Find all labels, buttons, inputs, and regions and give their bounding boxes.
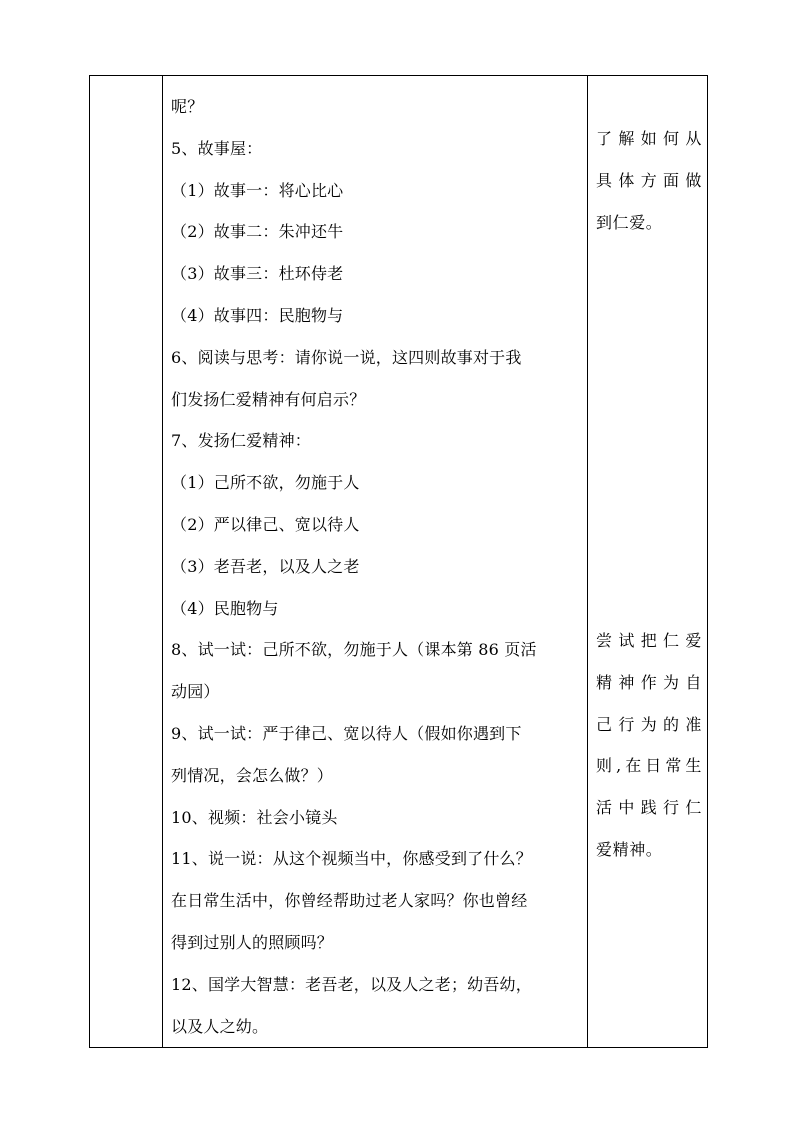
process-line: 11、说一说：从这个视频当中，你感受到了什么？: [171, 849, 532, 869]
note-line: 尝试把仁爱: [596, 631, 702, 650]
process-line: （4）故事四：民胞物与: [171, 305, 344, 325]
process-line: 8、试一试：己所不欲，勿施于人（课本第 86 页活: [171, 640, 537, 660]
process-line: 7、发扬仁爱精神：: [171, 431, 311, 451]
teaching-process-content: [163, 76, 587, 1047]
process-line: 以及人之幼。: [171, 1016, 269, 1036]
note-line: 己行为的准: [596, 714, 702, 734]
teaching-process-cell: [163, 76, 588, 1048]
note-line: 精神作为自: [596, 672, 702, 692]
process-line: 12、国学大智慧：老吾老，以及人之老；幼吾幼，: [171, 974, 532, 994]
lesson-plan-table: [89, 75, 708, 1048]
process-line: 动园）: [171, 682, 220, 702]
process-line: （1）故事一：将心比心: [171, 180, 344, 200]
design-intent-cell: [588, 76, 708, 1048]
process-line: （3）老吾老，以及人之老: [171, 556, 360, 576]
process-line: （2）严以律己、宽以待人: [171, 514, 360, 534]
note-line: 到仁爱。: [596, 212, 663, 232]
process-line: 呢？: [171, 97, 204, 116]
note-line: 爱精神。: [596, 839, 663, 859]
process-line: 列情况，会怎么做？）: [171, 765, 334, 785]
note-line: 了解如何从: [596, 129, 702, 148]
process-line: （4）民胞物与: [171, 598, 279, 618]
process-line: 9、试一试：严于律己、宽以待人（假如你遇到下: [171, 723, 522, 743]
process-line: 6、阅读与思考：请你说一说，这四则故事对于我: [171, 347, 522, 367]
process-line: 在日常生活中，你曾经帮助过老人家吗？你也曾经: [171, 891, 528, 911]
process-line: （1）己所不欲，勿施于人: [171, 473, 360, 493]
note-line: 活中践行仁: [596, 798, 702, 818]
table-row: [90, 76, 708, 1048]
design-note-2: [596, 620, 702, 871]
process-line: 得到过别人的照顾吗？: [171, 932, 334, 952]
design-intent-content: [588, 76, 707, 1033]
note-line: 具体方面做: [596, 170, 702, 190]
process-line: （2）故事二：朱冲还牛: [171, 222, 344, 242]
design-note-1: [596, 118, 702, 243]
process-line: 5、故事屋：: [171, 138, 263, 158]
process-line: 10、视频：社会小镜头: [171, 807, 338, 827]
note-line: 则,在日常生: [596, 756, 702, 776]
process-line: （3）故事三：杜环侍老: [171, 264, 344, 284]
process-line: 们发扬仁爱精神有何启示？: [171, 389, 366, 409]
left-column-cell: [90, 76, 163, 1048]
